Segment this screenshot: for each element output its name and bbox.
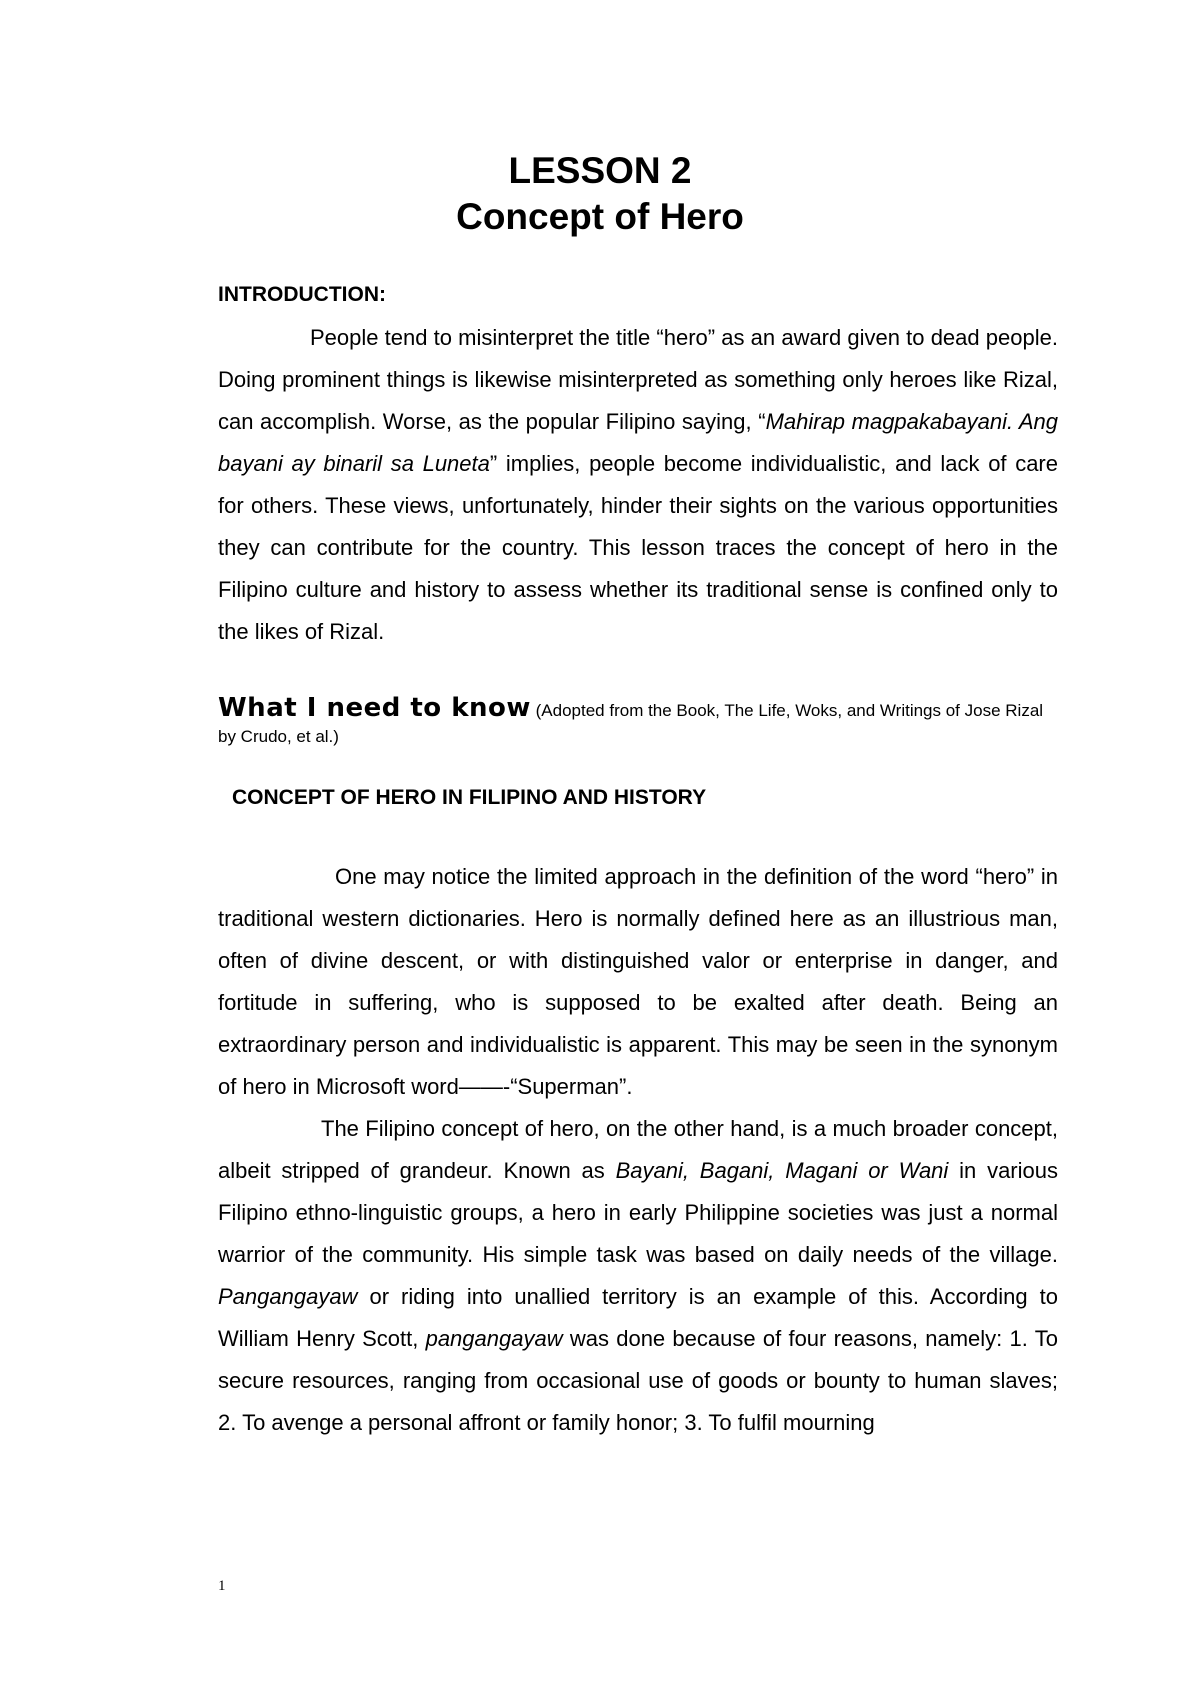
what-i-need-to-know-heading bbox=[218, 693, 1058, 749]
need-to-know-source-note: Adopted from the Book, The Life, Woks, and Writings of Jose Rizal by Crudo, et al.) bbox=[218, 701, 1044, 746]
filipino-concept-text-c: or riding into unallied territory is an example of this. According to William Henry Scott, bbox=[218, 1284, 1058, 1351]
lesson-number: LESSON 2 bbox=[508, 150, 692, 191]
filipino-saying: Mahirap magpakabayani. Ang bayani ay binaril sa Luneta bbox=[218, 409, 1058, 476]
introduction-text-end: ” implies, people become individualistic, and lack of care for others. These views, unfortunately, hinder their sights on the various opportunities they can contribute for the country. This lesson traces the concept of hero in the Filipino culture and history to assess whether its traditional sense is confined only to the likes of Rizal. bbox=[218, 451, 1058, 644]
need-to-know-open-paren: ( bbox=[530, 701, 542, 720]
introduction-text-start: People tend to misinterpret the title “hero” as an award given to dead people. Doing prominent things is likewise misinterpreted as something only heroes like Rizal, can accomplish. Worse, as the popular Filipino saying, “ bbox=[218, 325, 1058, 434]
pangangayaw-term: Pangangayaw bbox=[218, 1284, 358, 1309]
need-to-know-title: What I need to know bbox=[218, 693, 531, 723]
document-body bbox=[218, 280, 1058, 1444]
filipino-concept-paragraph bbox=[218, 1108, 1058, 1444]
filipino-concept-text-a: The Filipino concept of hero, on the other hand, is a much broader concept, albeit stripped of grandeur. Known as bbox=[218, 1116, 1058, 1183]
definition-paragraph: One may notice the limited approach in the definition of the word “hero” in traditional western dictionaries. Hero is normally defined here as an illustrious man, often of divine descent, or with distinguished valor or enterprise in danger, and fortitude in suffering, who is supposed to be exalted after death. Being an extraordinary person and individualistic is apparent. This may be seen in the synonym of hero in Microsoft word——-“Superman”. bbox=[218, 864, 1058, 1099]
introduction-paragraph bbox=[218, 317, 1058, 653]
introduction-heading: INTRODUCTION: bbox=[218, 283, 386, 306]
filipino-concept-text-b: in various Filipino ethno-linguistic groups, a hero in early Philippine societies was just a normal warrior of the community. His simple task was based on daily needs of the village. bbox=[218, 1158, 1058, 1267]
page-number: 1 bbox=[218, 1578, 226, 1594]
hero-names: Bayani, Bagani, Magani or Wani bbox=[615, 1158, 949, 1183]
filipino-concept-text-d: was done because of four reasons, namely: 1. To secure resources, ranging from occasional use of goods or bounty to human slaves; 2. To avenge a personal affront or family honor; 3. To fulfil mourning bbox=[218, 1326, 1058, 1435]
lesson-title: Concept of Hero bbox=[456, 196, 744, 237]
lesson-title-block bbox=[0, 148, 1200, 240]
section-heading: CONCEPT OF HERO IN FILIPINO AND HISTORY bbox=[232, 786, 707, 809]
pangangayaw-term-lower: pangangayaw bbox=[425, 1326, 563, 1351]
